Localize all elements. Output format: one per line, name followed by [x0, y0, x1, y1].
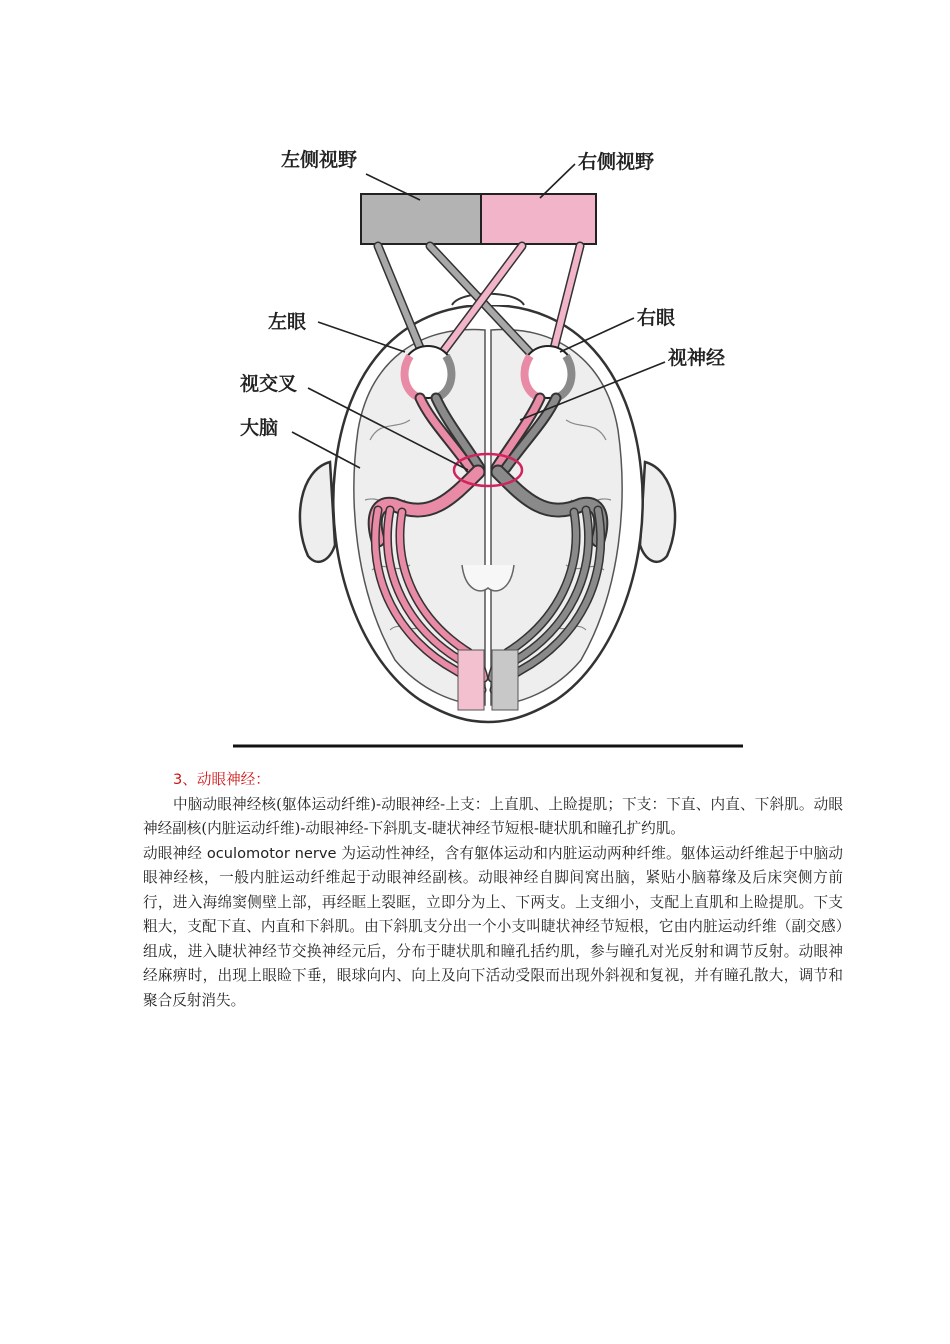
paragraph-pathway-summary: 中脑动眼神经核(躯体运动纤维)-动眼神经-上支：上直肌、上睑提肌；下支：下直、内直、下斜肌。动眼神经副核(内脏运动纤维)-动眼神经-下斜肌支-睫状神经节短根-睫状肌和瞳孔扩约肌。	[143, 795, 843, 837]
left-visual-cortex	[458, 650, 484, 710]
visual-pathway-figure	[225, 130, 750, 755]
label-optic-nerve: 视神经	[668, 347, 726, 369]
label-right-visual-field: 右侧视野	[578, 151, 655, 173]
right-visual-cortex	[492, 650, 518, 710]
section-heading: 3、动眼神经：	[173, 771, 270, 788]
label-left-visual-field: 左侧视野	[281, 149, 358, 171]
term-cn: 动眼神经	[143, 844, 203, 862]
description-body: 为运动性神经，含有躯体运动和内脏运动两种纤维。躯体运动纤维起于中脑动眼神经核，一般内脏运动纤维起于动眼神经副核。动眼神经自脚间窝出脑，紧贴小脑幕缘及后床突侧方前行，进入海绵窦侧壁上部，再经眶上裂眶，立即分为上、下两支。上支细小，支配上直肌和上睑提肌。下支粗大，支配下直、内直和下斜肌。由下斜肌支分出一个小支叫睫状神经节短根，它由内脏运动纤维（副交感）组成，进入睫状神经节交换神经元后，分布于睫状肌和瞳孔括约肌，参与瞳孔对光反射和调节反射。动眼神经麻痹时，出现上眼睑下垂，眼球向内、向上及向下活动受限而出现外斜视和复视，并有瞳孔散大，调节和聚合反射消失。	[143, 844, 843, 1009]
right-ear	[640, 462, 675, 562]
label-right-eye: 右眼	[637, 307, 676, 329]
label-optic-chiasm: 视交叉	[240, 373, 298, 395]
left-ear	[300, 462, 335, 562]
left-eye	[402, 346, 454, 398]
label-left-eye: 左眼	[268, 311, 307, 333]
left-visual-field	[361, 194, 481, 244]
label-cerebrum: 大脑	[240, 417, 279, 439]
article-text	[143, 768, 843, 1013]
term-en: oculomotor nerve	[206, 844, 337, 862]
right-visual-field	[481, 194, 596, 244]
right-eye	[522, 346, 574, 398]
paragraph-oculomotor-description	[143, 842, 843, 1014]
